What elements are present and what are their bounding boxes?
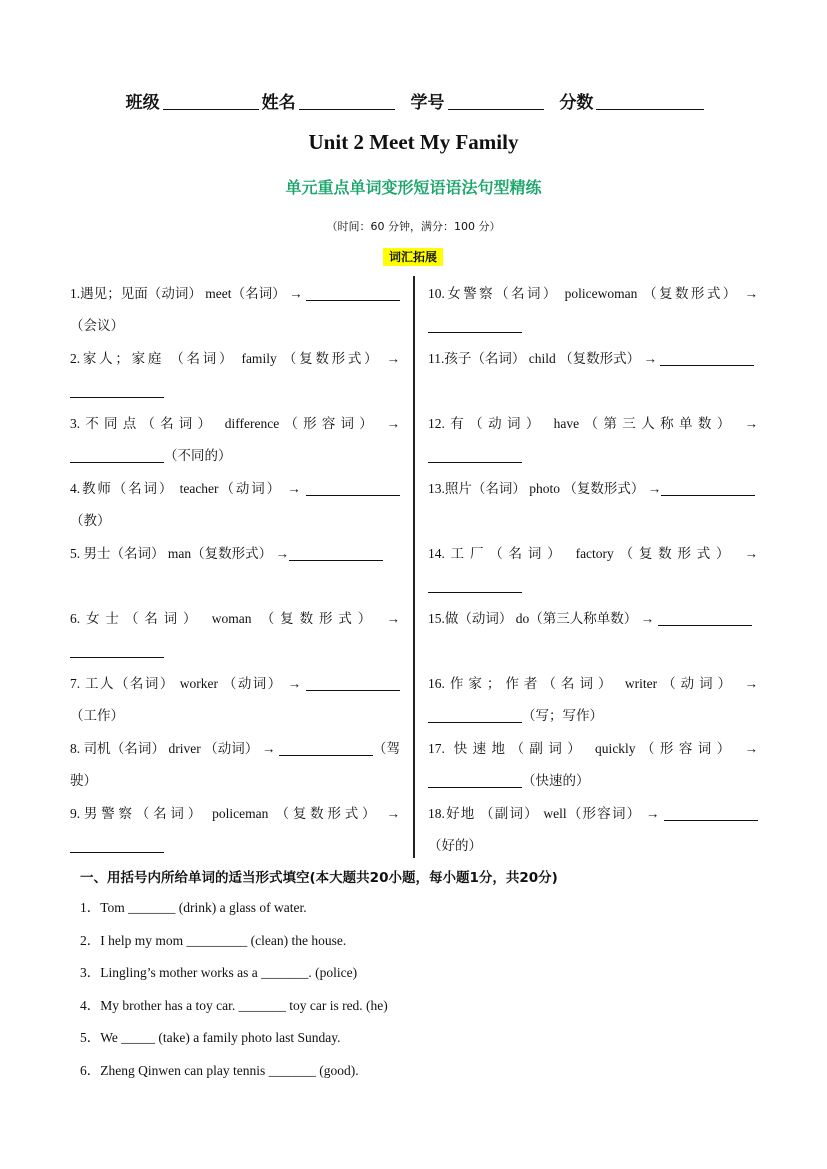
vocab-item: 14.工厂（名词） factory（复数形式） → xyxy=(428,538,758,603)
answer-blank[interactable] xyxy=(306,481,400,496)
name-blank[interactable] xyxy=(299,93,395,110)
vocab-item: 2.家人；家庭 （名词） family （复数形式） → xyxy=(70,343,400,408)
vocab-left-column xyxy=(70,278,400,863)
number-label: 学号 xyxy=(410,93,445,113)
time-info: （时间：60 分钟，满分：100 分） xyxy=(326,220,501,233)
vocab-item: 13.照片（名词） photo （复数形式） → xyxy=(428,473,758,538)
answer-blank[interactable] xyxy=(70,448,164,463)
score-label: 分数 xyxy=(559,93,594,113)
page-subtitle: 单元重点单词变形短语语法句型精练 xyxy=(285,178,542,197)
score-blank[interactable] xyxy=(596,93,704,110)
answer-blank[interactable] xyxy=(306,286,400,301)
vocab-item: 6.女士（名词） woman （复数形式） → xyxy=(70,603,400,668)
question-item: 5．We _____ (take) a family photo last Sunday. xyxy=(80,1030,341,1045)
vocab-item: 10.女警察（名词） policewoman （复数形式） → xyxy=(428,278,758,343)
answer-blank[interactable] xyxy=(658,611,752,626)
vocab-right-column xyxy=(428,278,758,863)
question-list xyxy=(80,897,760,1092)
answer-blank[interactable] xyxy=(306,676,400,691)
vocab-item: 9.男警察（名词） policeman （复数形式） → xyxy=(70,798,400,863)
answer-blank[interactable] xyxy=(70,643,164,658)
vocab-item: 12.有（动词） have（第三人称单数） → xyxy=(428,408,758,473)
vocab-item: 4.教师（名词） teacher（动词） → （教） xyxy=(70,473,400,538)
answer-blank[interactable] xyxy=(660,351,754,366)
page-title: Unit 2 Meet My Family xyxy=(308,130,519,154)
answer-blank[interactable] xyxy=(428,708,522,723)
answer-blank[interactable] xyxy=(289,546,383,561)
vocab-item: 3.不同点（名词） difference（形容词） → （不同的） xyxy=(70,416,400,463)
vocab-item: 7. 工人（名词） worker （动词） → （工作） xyxy=(70,668,400,733)
question-item: 2．I help my mom _________ (clean) the house. xyxy=(80,932,347,948)
name-label: 姓名 xyxy=(261,93,296,113)
number-blank[interactable] xyxy=(448,93,544,110)
student-info-header xyxy=(0,88,827,113)
question-item: 6．Zheng Qinwen can play tennis _______ (good). xyxy=(80,1062,359,1078)
vocab-item: 1.遇见；见面（动词） meet（名词） → （会议） xyxy=(70,278,400,343)
question-item: 4．My brother has a toy car. _______ toy car is red. (he) xyxy=(80,997,388,1013)
vocab-item: 8. 司机（名词） driver （动词） → （驾驶） xyxy=(70,741,401,788)
vocab-item: 5. 男士（名词） man（复数形式） → xyxy=(70,538,400,603)
vocab-item: 18.好地 （副词） well（形容词） → （好的） xyxy=(428,798,758,863)
vocab-item: 17. 快速地（副词） quickly（形容词） → （快速的） xyxy=(428,741,758,788)
vocab-item: 15.做（动词） do（第三人称单数） → xyxy=(428,603,758,668)
answer-blank[interactable] xyxy=(70,838,164,853)
column-divider xyxy=(413,276,415,858)
answer-blank[interactable] xyxy=(661,481,755,496)
class-label: 班级 xyxy=(125,93,160,113)
answer-blank[interactable] xyxy=(279,741,373,756)
vocab-item: 16.作家；作者（名词） writer（动词） → （写；写作） xyxy=(428,676,758,723)
answer-blank[interactable] xyxy=(428,578,522,593)
section-title: 一、用括号内所给单词的适当形式填空(本大题共20小题，每小题1分，共20分) xyxy=(80,870,558,886)
answer-blank[interactable] xyxy=(70,383,164,398)
vocab-tag: 词汇拓展 xyxy=(383,248,443,266)
question-item: 1．Tom _______ (drink) a glass of water. xyxy=(80,900,307,915)
question-item: 3．Lingling’s mother works as a _______. (police) xyxy=(80,965,358,980)
answer-blank[interactable] xyxy=(428,448,522,463)
vocab-item: 11.孩子（名词） child （复数形式） → xyxy=(428,343,758,408)
answer-blank[interactable] xyxy=(664,806,758,821)
answer-blank[interactable] xyxy=(428,318,522,333)
class-blank[interactable] xyxy=(163,93,259,110)
answer-blank[interactable] xyxy=(428,773,522,788)
